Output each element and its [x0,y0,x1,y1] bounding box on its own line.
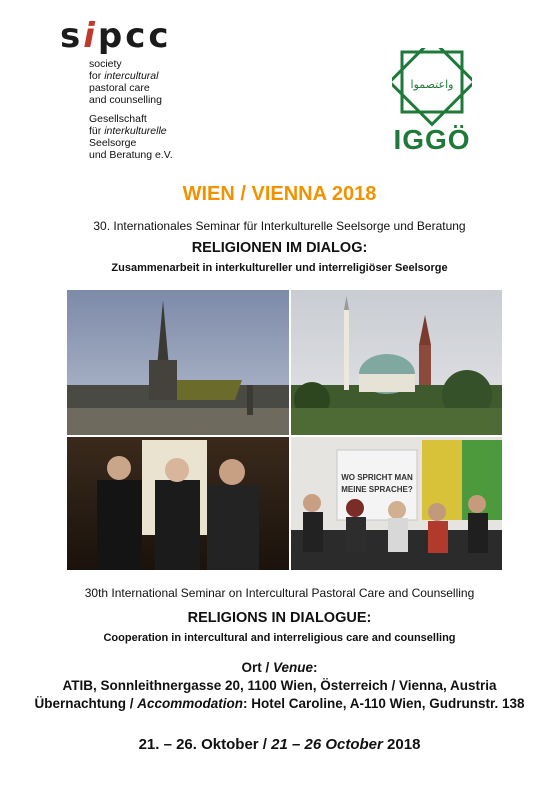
seminar-title-en: 30th International Seminar on Intercultural Pastoral Care and Counselling [84,586,475,600]
photo-vienna-mosque [291,290,502,435]
seminar-title-de: 30. Internationales Seminar für Interkulturelle Seelsorge und Beratung [93,219,466,233]
poster-line-2: MEINE SPRACHE? [341,485,413,494]
theme-title-de: RELIGIONEN IM DIALOG: [191,240,368,256]
sipcc-en-line: society [89,58,122,70]
sipcc-english-name [89,58,162,106]
iggo-arabic-motto: واعتصموا [410,78,454,91]
sipcc-letters-pcc: pcc [97,16,172,56]
sipcc-de-line: Seelsorge [89,137,137,149]
iggo-logo-text: IGGÖ [393,124,471,155]
photo-collage [67,290,502,570]
sipcc-logo-wordmark [60,16,172,56]
venue-label: Ort / Venue: [241,660,318,675]
sipcc-de-line: und Beratung e.V. [89,149,173,161]
poster-line-1: WO SPRICHT MAN [341,473,413,482]
photo-vienna-cathedral [67,290,289,435]
sipcc-en-line: and counselling [89,94,162,106]
photo-panel-discussion [291,437,502,570]
sipcc-de-line: für interkulturelle [89,125,167,137]
sipcc-de-line: Gesellschaft [89,113,147,125]
sipcc-letter-s: s [60,16,84,56]
theme-subtitle-de: Zusammenarbeit in interkultureller und interreligiöser Seelsorge [111,262,448,274]
sipcc-german-name [89,113,173,161]
theme-subtitle-en: Cooperation in intercultural and interreligious care and counselling [103,632,456,644]
photo-handshake [67,437,289,570]
event-dates: 21. – 26. Oktober / 21 – 26 October 2018 [138,736,421,753]
sipcc-en-line: for intercultural [89,70,159,82]
sipcc-en-line: pastoral care [89,82,150,94]
accommodation-line: Übernachtung / Accommodation: Hotel Caroline, A-110 Wien, Gudrunstr. 138 [34,696,525,711]
theme-title-en: RELIGIONS IN DIALOGUE: [187,610,372,626]
headline: WIEN / VIENNA 2018 [182,183,377,205]
sipcc-letter-i: i [83,16,98,56]
venue-address: ATIB, Sonnleithnergasse 20, 1100 Wien, Österreich / Vienna, Austria [62,678,497,693]
